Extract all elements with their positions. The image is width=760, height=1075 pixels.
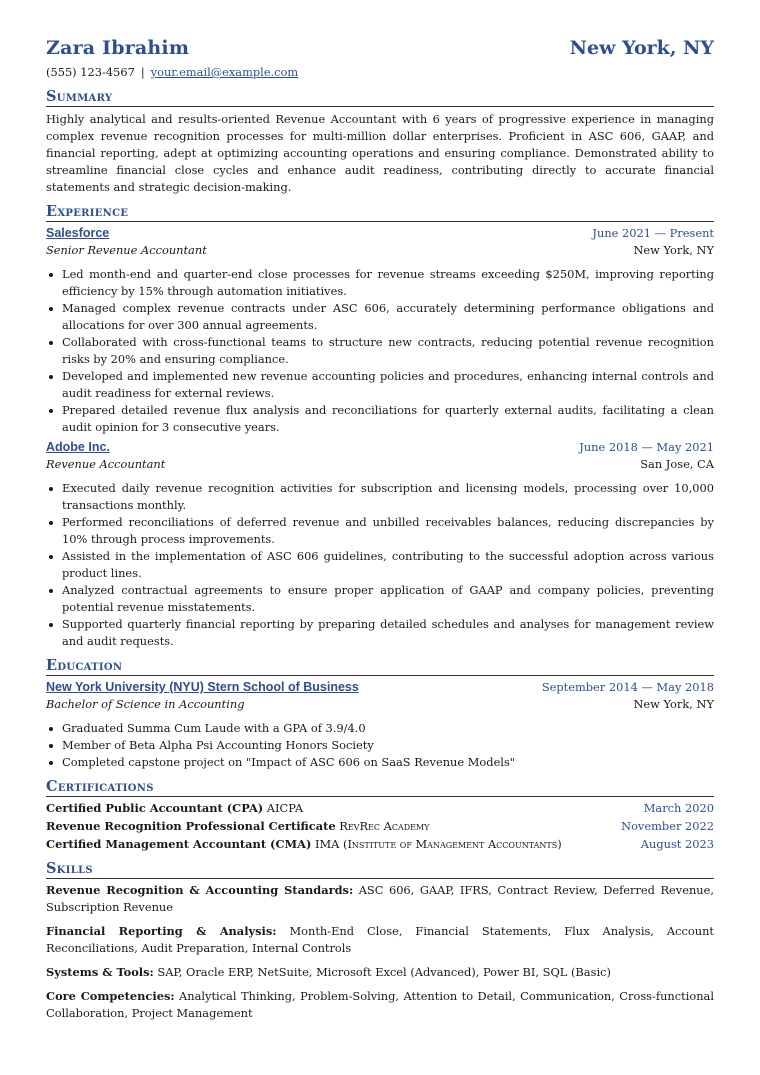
degree: Bachelor of Science in Accounting	[46, 697, 245, 711]
certification-issuer: RevRec Academy	[339, 819, 430, 833]
job-role: Revenue Accountant	[46, 457, 166, 471]
certification-issuer: IMA (Institute of Management Accountants)	[314, 837, 562, 851]
skill-label: Revenue Recognition & Accounting Standards:	[46, 883, 354, 897]
skill-row	[46, 988, 714, 1022]
skill-label: Financial Reporting & Analysis:	[46, 924, 277, 938]
certification-issuer: AICPA	[266, 801, 304, 815]
skill-value: ASC 606, GAAP, IFRS, Contract Review, Deferred Revenue, Subscription Revenue	[46, 883, 715, 914]
skill-label: Systems & Tools:	[46, 965, 154, 979]
school-link[interactable]: New York University (NYU) Stern School of Business	[46, 680, 359, 694]
education-dates: September 2014 — May 2018	[541, 680, 714, 694]
certification-name: Certified Public Accountant (CPA)	[46, 801, 264, 815]
section-title-certifications: Certifications	[46, 778, 714, 797]
list-item: Executed daily revenue recognition activities for subscription and licensing models, processing over 10,000 transactions monthly.	[46, 480, 714, 514]
skill-label: Core Competencies:	[46, 989, 175, 1003]
skill-value: SAP, Oracle ERP, NetSuite, Microsoft Excel (Advanced), Power BI, SQL (Basic)	[157, 965, 611, 979]
job-location: New York, NY	[633, 243, 714, 257]
list-item: Member of Beta Alpha Psi Accounting Honors Society	[46, 737, 714, 754]
list-item: Assisted in the implementation of ASC 606 guidelines, contributing to the successful adoption across various product lines.	[46, 548, 714, 582]
list-item: Completed capstone project on "Impact of ASC 606 on SaaS Revenue Models"	[46, 754, 714, 771]
list-item: Analyzed contractual agreements to ensure proper application of GAAP and company policies, preventing potential revenue misstatements.	[46, 582, 714, 616]
company-link-salesforce[interactable]: Salesforce	[46, 226, 110, 240]
certification-row	[46, 800, 714, 817]
summary-text: Highly analytical and results-oriented Revenue Accountant with 6 years of progressive experience in managing complex revenue recognition processes for multi-million dollar enterprises. Proficient in ASC 606, GAAP, and financial reporting, adept at optimizing accounting operations and ensuring compliance. Demonstrated ability to streamline financial close cycles and enhance audit readiness, contributing directly to accurate financial statements and strategic decision-making.	[46, 112, 714, 194]
job-role: Senior Revenue Accountant	[46, 243, 207, 257]
job-entry-adobe	[46, 439, 714, 650]
certifications-list	[46, 800, 714, 853]
email-link[interactable]: your.email@example.com	[150, 65, 299, 79]
education-bullets	[46, 720, 714, 771]
skill-value: Month-End Close, Financial Statements, Flux Analysis, Account Reconciliations, Audit Preparation, Internal Controls	[46, 924, 714, 955]
education-entry	[46, 679, 714, 771]
job-bullets	[46, 266, 714, 436]
job-dates: June 2021 — Present	[592, 226, 714, 240]
skill-row	[46, 923, 714, 957]
list-item: Managed complex revenue contracts under ASC 606, accurately determining performance obligations and allocations for over 300 annual agreements.	[46, 300, 714, 334]
section-title-education: Education	[46, 657, 714, 676]
certification-date: August 2023	[640, 837, 714, 851]
skill-value: Analytical Thinking, Problem-Solving, Attention to Detail, Communication, Cross-functional Collaboration, Project Management	[46, 989, 714, 1020]
skills-list	[46, 882, 714, 1022]
skill-row	[46, 882, 714, 916]
job-entry-salesforce	[46, 225, 714, 436]
certification-date: March 2020	[643, 801, 714, 815]
list-item: Performed reconciliations of deferred revenue and unbilled receivables balances, reducing discrepancies by 10% through process improvements.	[46, 514, 714, 548]
list-item: Collaborated with cross-functional teams to structure new contracts, reducing potential revenue recognition risks by 20% and ensuring compliance.	[46, 334, 714, 368]
list-item: Graduated Summa Cum Laude with a GPA of 3.9/4.0	[46, 720, 714, 737]
section-title-experience: Experience	[46, 203, 714, 222]
skill-row	[46, 964, 714, 981]
candidate-name: Zara Ibrahim	[46, 37, 190, 59]
candidate-location: New York, NY	[569, 37, 714, 59]
phone-number: (555) 123-4567	[46, 65, 135, 79]
list-item: Supported quarterly financial reporting by preparing detailed schedules and analyses for management review and audit requests.	[46, 616, 714, 650]
resume-header	[46, 37, 714, 59]
contact-line	[46, 64, 714, 81]
job-location: San Jose, CA	[640, 457, 714, 471]
certification-name: Revenue Recognition Professional Certificate	[46, 819, 336, 833]
list-item: Prepared detailed revenue flux analysis and reconciliations for quarterly external audits, facilitating a clean audit opinion for 3 consecutive years.	[46, 402, 714, 436]
job-bullets	[46, 480, 714, 650]
company-link-adobe[interactable]: Adobe Inc.	[46, 440, 110, 454]
certification-date: November 2022	[621, 819, 714, 833]
certification-name: Certified Management Accountant (CMA)	[46, 837, 312, 851]
education-location: New York, NY	[633, 697, 714, 711]
contact-separator: |	[140, 65, 145, 79]
certification-row	[46, 818, 714, 835]
list-item: Led month-end and quarter-end close processes for revenue streams exceeding $250M, improving reporting efficiency by 15% through automation initiatives.	[46, 266, 714, 300]
list-item: Developed and implemented new revenue accounting policies and procedures, enhancing internal controls and audit readiness for external reviews.	[46, 368, 714, 402]
section-title-skills: Skills	[46, 860, 714, 879]
section-title-summary: Summary	[46, 88, 714, 107]
job-dates: June 2018 — May 2021	[579, 440, 714, 454]
certification-row	[46, 836, 714, 853]
